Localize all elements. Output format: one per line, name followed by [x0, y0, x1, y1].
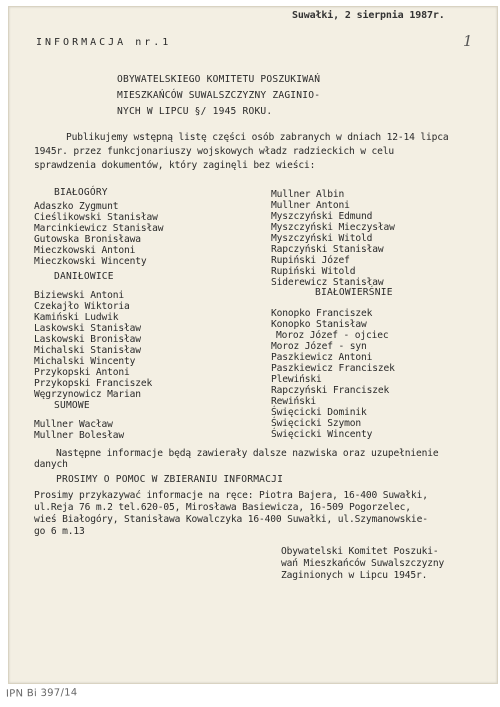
- name-entry: Mieczkowski Wincenty: [34, 256, 147, 267]
- name-entry: Mullner Wacław: [34, 419, 113, 430]
- signature-line-1: Obywatelski Komitet Poszuki-: [281, 546, 439, 557]
- name-entry: Konopko Franciszek: [271, 308, 373, 319]
- help-line-3: wieś Białogóry, Stanisława Kowalczyka 16-400 Suwałki, ul.Szymanowskie-: [34, 514, 428, 525]
- name-entry: Myszczyński Edmund: [271, 211, 373, 222]
- name-entry: Rapczyński Franciszek: [271, 385, 390, 396]
- name-entry: Cieślikowski Stanisław: [34, 212, 158, 223]
- intro-line-2: 1945r. przez funkcjonariuszy wojskowych władz radzieckich w celu: [34, 146, 395, 157]
- name-entry: Myszczyński Witold: [271, 233, 373, 244]
- name-entry: Czekajło Wiktoria: [34, 301, 130, 312]
- handwritten-page-number: 1: [463, 32, 473, 50]
- name-entry: Rapczyński Stanisław: [271, 244, 384, 255]
- section-heading-sumowe: SUMOWE: [54, 400, 90, 411]
- name-entry: Michalski Wincenty: [34, 356, 136, 367]
- name-entry: Laskowski Stanisław: [34, 323, 141, 334]
- name-entry: Mieczkowski Antoni: [34, 245, 136, 256]
- name-entry: Rupiński Józef: [271, 255, 350, 266]
- help-heading: PROSIMY O POMOC W ZBIERANIU INFORMACJI: [56, 474, 284, 485]
- name-entry: Kamiński Ludwik: [34, 312, 119, 323]
- name-entry: Marcinkiewicz Stanisław: [34, 223, 164, 234]
- name-entry: Rewiński: [271, 396, 317, 407]
- name-entry: Adaszko Zygmunt: [34, 201, 119, 212]
- name-entry: Paszkiewicz Franciszek: [271, 363, 395, 374]
- name-entry: Plewiński: [271, 374, 322, 385]
- committee-title-line-3: NYCH W LIPCU §/ 1945 ROKU.: [117, 106, 273, 117]
- name-entry: Michalski Stanisław: [34, 345, 141, 356]
- help-line-4: go 6 m.13: [34, 526, 85, 537]
- left-column-danilowice: [34, 271, 152, 400]
- section-heading-bialowiernie: BIAŁOWIERŚNIE: [315, 287, 393, 298]
- note-line-2: danych: [34, 459, 68, 470]
- name-entry: Gutowska Bronisława: [34, 234, 141, 245]
- help-line-1: Prosimy przykazywać informacje na ręce: Piotra Bajera, 16-400 Suwałki,: [34, 490, 428, 501]
- left-column: [34, 187, 163, 267]
- information-number-title: INFORMACJA nr.1: [36, 37, 172, 48]
- archive-reference-mark: IPN Bi 397/14: [5, 687, 78, 700]
- right-column: [271, 189, 395, 288]
- intro-line-3: sprawdzenia dokumentów, który zaginęli bez wieści:: [34, 160, 316, 171]
- signature-line-3: Zaginionych w Lipcu 1945r.: [281, 570, 428, 581]
- document-date: Suwałki, 2 sierpnia 1987r.: [292, 10, 445, 21]
- name-entry: Węgrzynowicz Marian: [34, 389, 141, 400]
- name-entry: Przykopski Franciszek: [34, 378, 153, 389]
- note-line-1: Następne informacje będą zawierały dalsze nazwiska oraz uzupełnienie: [56, 448, 439, 459]
- name-entry: Laskowski Bronisław: [34, 334, 141, 345]
- signature-line-2: wań Mieszkańców Suwalszczyzny: [281, 558, 445, 569]
- name-entry: Biziewski Antoni: [34, 290, 125, 301]
- help-line-2: ul.Reja 76 m.2 tel.620-05, Mirosława Basiewicza, 16-509 Pogorzelec,: [34, 502, 411, 513]
- left-column-sumowe: [34, 400, 124, 441]
- committee-title-line-1: OBYWATELSKIEGO KOMITETU POSZUKIWAŃ: [117, 74, 321, 85]
- section-heading-danilowice: DANIŁOWICE: [54, 271, 114, 282]
- name-entry: Święcicki Dominik: [271, 407, 367, 418]
- intro-line-1: Publikujemy wstępną listę części osób zabranych w dniach 12-14 lipca: [66, 132, 449, 143]
- name-entry: Siderewicz Stanisław: [271, 277, 384, 288]
- right-column-bialowiernie: [271, 287, 395, 440]
- name-entry: Rupiński Witold: [271, 266, 356, 277]
- name-entry: Mullner Antoni: [271, 200, 350, 211]
- name-entry: Myszczyński Mieczysław: [271, 222, 395, 233]
- name-entry: Moroz Józef - syn: [271, 341, 367, 352]
- name-entry: Święcicki Szymon: [271, 418, 362, 429]
- name-entry: Moroz Józef - ojciec: [276, 330, 389, 341]
- name-entry: Święcicki Wincenty: [271, 429, 373, 440]
- committee-title-line-2: MIESZKAŃCÓW SUWALSZCZYZNY ZAGINIO-: [117, 90, 321, 101]
- name-entry: Mullner Albin: [271, 189, 345, 200]
- name-entry: Przykopski Antoni: [34, 367, 130, 378]
- name-entry: Konopko Stanisław: [271, 319, 367, 330]
- name-entry: Paszkiewicz Antoni: [271, 352, 373, 363]
- section-heading-bialogory: BIAŁOGÓRY: [54, 187, 108, 198]
- name-entry: Mullner Bolesław: [34, 430, 125, 441]
